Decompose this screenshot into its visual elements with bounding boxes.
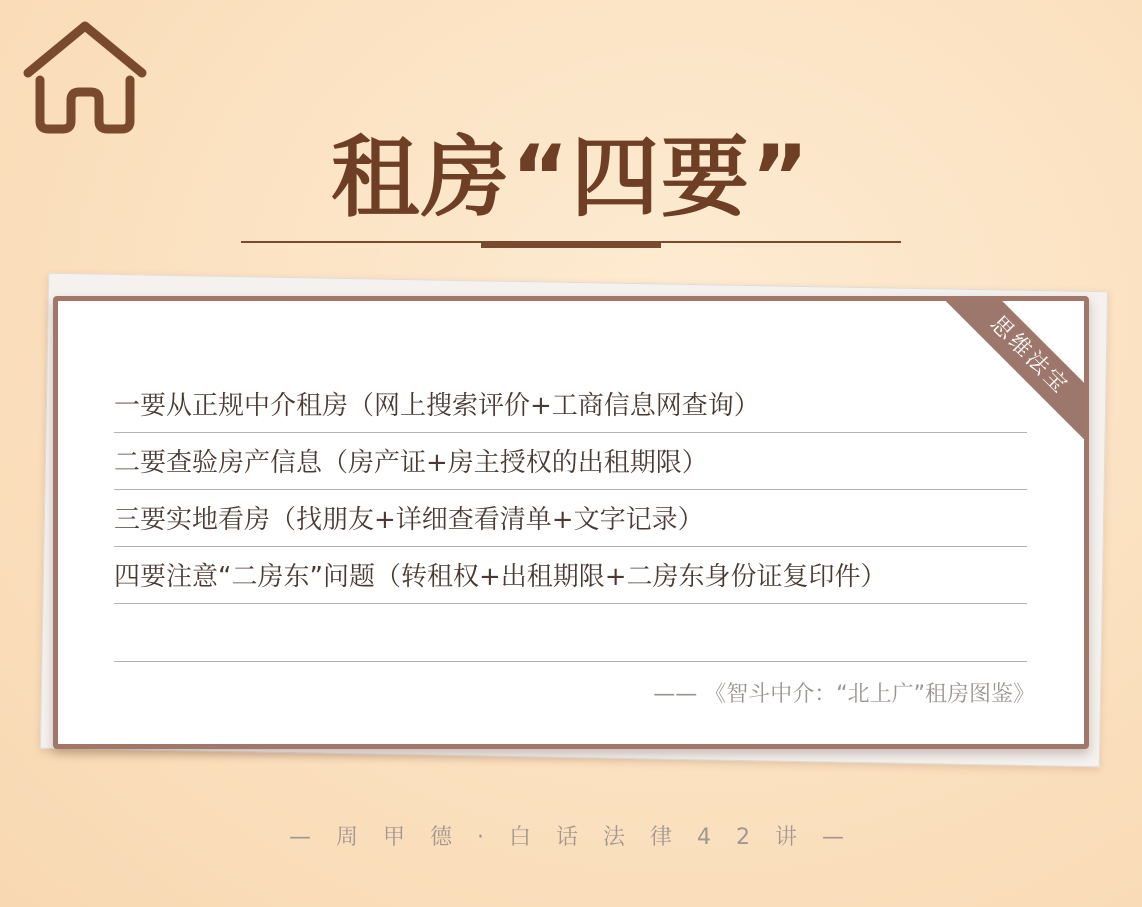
- title-divider-accent: [481, 242, 661, 248]
- page-title: 租房“四要”: [331, 126, 811, 229]
- rules-list: [114, 376, 1027, 662]
- rule-item-2: 二要查验房产信息（房产证+房主授权的出租期限）: [114, 433, 1027, 490]
- rule-item-1: 一要从正规中介租房（网上搜索评价+工商信息网查询）: [114, 376, 1027, 433]
- footer-credit: — 周 甲 德 · 白 话 法 律 4 2 讲 —: [289, 825, 853, 850]
- rule-item-3: 三要实地看房（找朋友+详细查看清单+文字记录）: [114, 490, 1027, 547]
- rule-item-4: 四要注意“二房东”问题（转租权+出租期限+二房东身份证复印件）: [114, 547, 1027, 604]
- citation: —— 《智斗中介：“北上广”租房图鉴》: [653, 682, 1035, 707]
- blank-line: [114, 604, 1027, 662]
- corner-badge: 思维法宝: [941, 296, 1089, 444]
- content-card: [53, 296, 1089, 749]
